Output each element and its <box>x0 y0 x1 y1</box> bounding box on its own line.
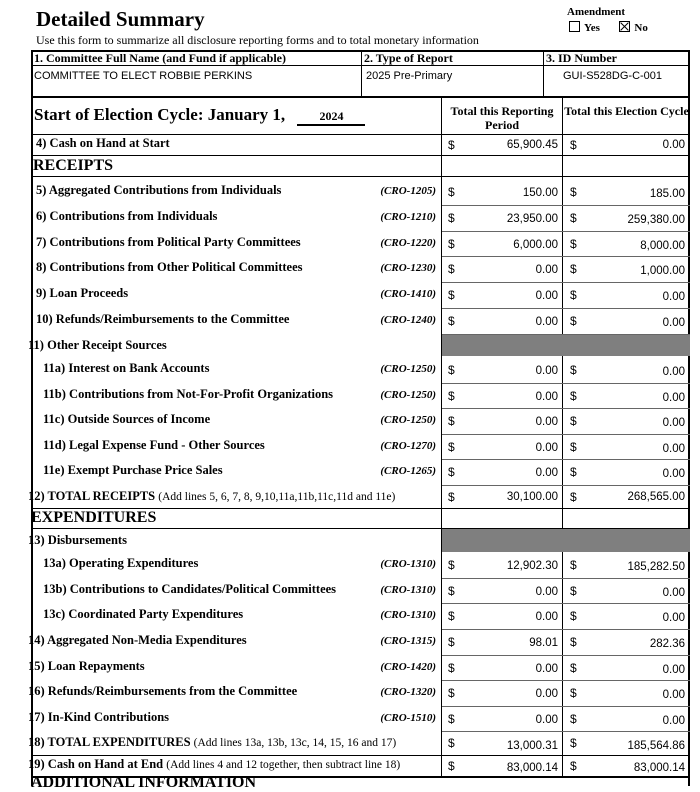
dollar-sign: $ <box>448 583 455 598</box>
line-item-code: (CRO-1220) <box>380 236 436 249</box>
line-item-code: (CRO-1210) <box>380 210 436 223</box>
dollar-sign: $ <box>448 414 455 429</box>
line-item-period: 23,950.00 <box>506 212 558 225</box>
line-item-period: 0.00 <box>535 713 558 726</box>
line-item-cycle: 0.00 <box>662 689 685 701</box>
dollar-sign: $ <box>570 185 577 199</box>
line-item-code: (CRO-1310) <box>380 609 436 621</box>
receipts-heading: RECEIPTS <box>33 157 114 174</box>
line-item-code: (CRO-1310) <box>380 558 436 570</box>
dollar-sign: $ <box>570 609 577 623</box>
dollar-sign: $ <box>448 686 455 700</box>
dollar-sign: $ <box>570 388 577 403</box>
cash-end-text: 19) Cash on Hand at End <box>28 757 164 771</box>
total-receipts-label <box>28 489 395 504</box>
line-item-label: 13b) Contributions to Candidates/Political Committees <box>43 581 337 596</box>
line-item-cycle: 0.00 <box>662 468 685 481</box>
amendment-yes-checkbox[interactable] <box>569 21 580 32</box>
dollar-sign: $ <box>570 490 577 504</box>
line-item-period: 0.00 <box>535 467 558 480</box>
dollar-sign: $ <box>570 583 577 598</box>
id-number-value: GUI-S528DG-C-001 <box>563 70 663 82</box>
divider <box>441 97 442 757</box>
id-number-label: 3. ID Number <box>546 51 617 65</box>
line-item-label: 11a) Interest on Bank Accounts <box>43 361 210 375</box>
line-item-cycle: 0.00 <box>662 391 685 404</box>
divider <box>361 50 362 97</box>
divider <box>442 680 690 681</box>
dollar-sign: $ <box>570 439 577 454</box>
divider <box>442 603 690 604</box>
line-item-code: (CRO-1240) <box>380 314 436 326</box>
cash-end-cycle: 83,000.14 <box>633 762 685 774</box>
dollar-sign: $ <box>570 138 577 152</box>
divider <box>441 755 442 777</box>
line-item-code: (CRO-1410) <box>380 288 436 301</box>
dollar-sign: $ <box>448 558 455 572</box>
line-item-code: (CRO-1320) <box>380 686 436 698</box>
cash-end-note: (Add lines 4 and 12 together, then subtract line 18) <box>166 759 401 771</box>
divider <box>442 731 690 732</box>
dollar-sign: $ <box>570 262 577 277</box>
amendment-no-checkbox[interactable] <box>619 21 630 32</box>
report-type-label: 2. Type of Report <box>364 51 453 65</box>
cash-end-period: 83,000.14 <box>506 762 558 774</box>
line-item-cycle: 0.00 <box>662 442 685 455</box>
line-item-code: (CRO-1205) <box>380 185 436 197</box>
election-cycle-label <box>34 105 365 126</box>
total-expenditures-cycle: 185,564.86 <box>627 740 685 752</box>
amendment-no-label: No <box>634 22 648 34</box>
report-type-value: 2025 Pre-Primary <box>366 70 453 82</box>
line-item-cycle: 0.00 <box>662 417 685 430</box>
line-item-code: (CRO-1250) <box>380 414 436 427</box>
dollar-sign: $ <box>570 465 577 480</box>
line-item-label: 8) Contributions from Other Political Committees <box>36 260 303 275</box>
line-item-period: 98.01 <box>529 637 558 649</box>
dollar-sign: $ <box>570 414 577 429</box>
line-item-label: 10) Refunds/Reimbursements to the Committee <box>36 312 290 326</box>
line-item-code: (CRO-1420) <box>380 660 436 673</box>
line-item-label: 17) In-Kind Contributions <box>28 709 170 724</box>
total-expenditures-period: 13,000.31 <box>506 740 558 752</box>
dollar-sign: $ <box>448 262 455 277</box>
divider <box>31 134 690 135</box>
divider <box>442 485 690 486</box>
line-item-label: 5) Aggregated Contributions from Individuals <box>36 183 282 197</box>
line-item-cycle: 185.00 <box>649 188 685 200</box>
form-subtitle: Use this form to summarize all disclosure reporting forms and to total monetary information <box>36 33 479 47</box>
dollar-sign: $ <box>448 759 455 773</box>
shaded-cell <box>442 335 690 356</box>
dollar-sign: $ <box>448 388 455 403</box>
divider <box>442 256 690 257</box>
dollar-sign: $ <box>570 759 577 773</box>
cash-start-cycle: 0.00 <box>662 139 685 151</box>
line-item-cycle: 0.00 <box>662 663 685 676</box>
committee-name-label: 1. Committee Full Name (and Fund if applicable) <box>34 51 286 65</box>
divider <box>442 459 690 460</box>
divider <box>442 383 690 384</box>
committee-name-value: COMMITTEE TO ELECT ROBBIE PERKINS <box>34 70 253 82</box>
dollar-sign: $ <box>448 609 455 623</box>
disbursements-label: 13) Disbursements <box>28 533 127 547</box>
line-item-cycle: 0.00 <box>662 366 685 378</box>
divider <box>442 308 690 309</box>
line-item-cycle: 1,000.00 <box>640 265 685 278</box>
amendment-yes-label: Yes <box>584 22 600 34</box>
dollar-sign: $ <box>570 210 577 225</box>
cash-start-period: 65,900.45 <box>506 139 558 151</box>
line-item-cycle: 0.00 <box>662 714 685 727</box>
line-item-period: 0.00 <box>535 365 558 377</box>
dollar-sign: $ <box>570 686 577 700</box>
dollar-sign: $ <box>448 138 455 152</box>
dollar-sign: $ <box>448 490 455 504</box>
line-item-period: 0.00 <box>535 441 558 454</box>
line-item-period: 0.00 <box>535 290 558 303</box>
line-item-code: (CRO-1315) <box>380 635 436 647</box>
divider <box>442 655 690 656</box>
line-item-period: 12,902.30 <box>506 560 558 572</box>
dollar-sign: $ <box>448 236 455 251</box>
divider <box>442 408 690 409</box>
dollar-sign: $ <box>448 711 455 726</box>
line-item-cycle: 0.00 <box>662 317 685 329</box>
line-item-period: 0.00 <box>535 662 558 675</box>
line-item-period: 0.00 <box>535 264 558 277</box>
dollar-sign: $ <box>570 314 577 328</box>
total-receipts-cycle: 268,565.00 <box>627 491 685 503</box>
dollar-sign: $ <box>570 288 577 303</box>
amendment-options <box>569 21 648 34</box>
line-item-cycle: 185,282.50 <box>627 561 685 573</box>
line-item-period: 0.00 <box>535 585 558 598</box>
divider <box>31 176 690 177</box>
form-title: Detailed Summary <box>36 7 205 31</box>
dollar-sign: $ <box>448 363 455 377</box>
expenditures-heading: EXPENDITURES <box>31 509 157 526</box>
dollar-sign: $ <box>448 465 455 480</box>
line-item-label: 13a) Operating Expenditures <box>43 556 199 570</box>
line-item-code: (CRO-1250) <box>380 363 436 375</box>
dollar-sign: $ <box>570 558 577 572</box>
line-item-label: 15) Loan Repayments <box>28 658 145 673</box>
dollar-sign: $ <box>570 363 577 377</box>
line-item-cycle: 0.00 <box>662 612 685 624</box>
divider <box>442 282 690 283</box>
line-item-label: 16) Refunds/Reimbursements from the Committee <box>28 684 298 698</box>
line-item-label: 11d) Legal Expense Fund - Other Sources <box>43 437 265 452</box>
line-item-period: 150.00 <box>522 187 558 199</box>
line-item-label: 13c) Coordinated Party Expenditures <box>43 607 244 621</box>
dollar-sign: $ <box>570 635 577 649</box>
line-item-period: 0.00 <box>535 416 558 429</box>
election-cycle-text: Start of Election Cycle: January 1, <box>34 105 286 124</box>
dollar-sign: $ <box>448 288 455 303</box>
divider <box>31 755 690 756</box>
total-expenditures-label <box>28 735 396 750</box>
line-item-cycle: 259,380.00 <box>627 213 685 226</box>
divider <box>442 706 690 707</box>
line-item-label: 11c) Outside Sources of Income <box>43 412 211 427</box>
col-header-cycle: Total this Election Cycle <box>564 104 689 118</box>
other-receipts-label: 11) Other Receipt Sources <box>28 338 167 352</box>
amendment-label: Amendment <box>567 6 626 18</box>
dollar-sign: $ <box>448 185 455 199</box>
divider <box>562 755 563 777</box>
total-expenditures-text: 18) TOTAL EXPENDITURES <box>28 735 191 749</box>
dollar-sign: $ <box>448 660 455 675</box>
divider <box>543 50 544 97</box>
line-item-cycle: 0.00 <box>662 586 685 599</box>
total-expenditures-note: (Add lines 13a, 13b, 13c, 14, 15, 16 and 17) <box>193 737 397 749</box>
line-item-code: (CRO-1270) <box>380 439 436 452</box>
divider <box>442 205 690 206</box>
line-item-cycle: 8,000.00 <box>640 239 685 252</box>
line-item-code: (CRO-1265) <box>380 465 436 478</box>
line-item-label: 9) Loan Proceeds <box>36 286 129 301</box>
divider <box>442 231 690 232</box>
line-item-code: (CRO-1510) <box>380 711 436 724</box>
line-item-code: (CRO-1250) <box>380 388 436 401</box>
cash-end-label <box>28 757 400 772</box>
dollar-sign: $ <box>448 210 455 225</box>
line-item-period: 6,000.00 <box>513 238 558 251</box>
divider <box>442 578 690 579</box>
line-item-label: 11b) Contributions from Not-For-Profit Organizations <box>43 386 334 401</box>
dollar-sign: $ <box>570 236 577 251</box>
line-item-period: 0.00 <box>535 316 558 328</box>
line-item-cycle: 282.36 <box>649 638 685 650</box>
total-receipts-note: (Add lines 5, 6, 7, 8, 9,10,11a,11b,11c,11d and 11e) <box>158 491 396 503</box>
col-header-period: Total this Reporting Period <box>450 104 554 132</box>
line-item-cycle: 0.00 <box>662 291 685 304</box>
line-item-period: 0.00 <box>535 688 558 700</box>
line-item-label: 11e) Exempt Purchase Price Sales <box>43 463 223 478</box>
election-cycle-year: 2024 <box>297 109 365 126</box>
dollar-sign: $ <box>570 711 577 726</box>
cash-start-label: 4) Cash on Hand at Start <box>36 136 170 150</box>
line-item-code: (CRO-1230) <box>380 262 436 275</box>
dollar-sign: $ <box>448 314 455 328</box>
dollar-sign: $ <box>570 660 577 675</box>
divider <box>442 629 690 630</box>
shaded-cell <box>442 529 690 552</box>
line-item-period: 0.00 <box>535 390 558 403</box>
line-item-label: 7) Contributions from Political Party Committees <box>36 234 301 249</box>
total-receipts-period: 30,100.00 <box>506 491 558 503</box>
divider <box>442 434 690 435</box>
total-receipts-text: 12) TOTAL RECEIPTS <box>28 489 156 503</box>
dollar-sign: $ <box>448 635 455 649</box>
additional-info-heading: ADDITIONAL INFORMATION <box>31 774 257 791</box>
divider <box>562 97 563 757</box>
line-item-code: (CRO-1310) <box>380 583 436 596</box>
line-item-label: 14) Aggregated Non-Media Expenditures <box>28 633 247 647</box>
dollar-sign: $ <box>570 736 577 750</box>
line-item-period: 0.00 <box>535 611 558 623</box>
dollar-sign: $ <box>448 736 455 750</box>
divider <box>31 155 690 156</box>
line-item-label: 6) Contributions from Individuals <box>36 208 218 223</box>
dollar-sign: $ <box>448 439 455 454</box>
